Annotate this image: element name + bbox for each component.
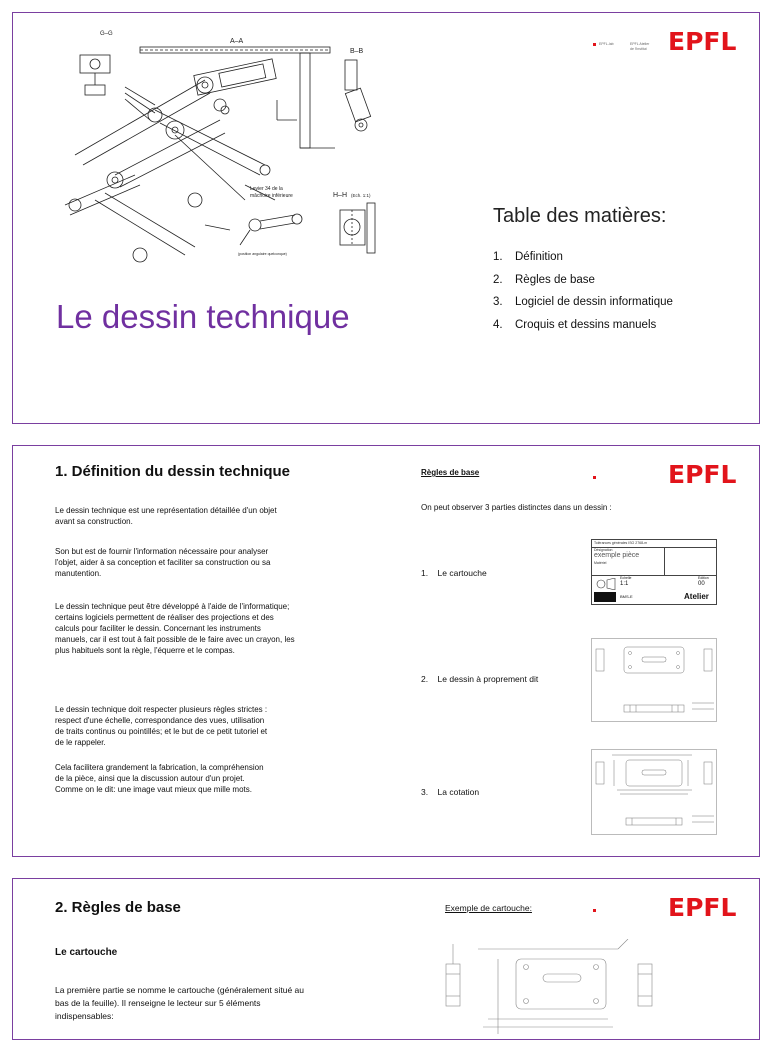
- section-heading: 2. Règles de base: [55, 899, 181, 916]
- cotation-thumbnail: [591, 749, 717, 835]
- right-title: Exemple de cartouche:: [445, 903, 532, 913]
- page-title: Le dessin technique: [56, 298, 350, 335]
- drawing-thumbnail: [591, 638, 717, 722]
- toc-item[interactable]: 2. Règles de base: [493, 273, 595, 286]
- subheading: Le cartouche: [55, 947, 118, 958]
- section-aa-label: A–A: [230, 38, 244, 45]
- paragraph-3: Le dessin technique peut être développé à l'aide de l'informatique; certains logiciels permettent de réaliser des projections et des calculs pour faciliter le dessin. Concernant les instruments manuels, car il est tout à fait possible de le faire avec un crayon, les plus habituels sont la règle, l'équerre et le compas.: [55, 602, 295, 655]
- tag-dot: [593, 43, 596, 46]
- section-hh-scale: (Ech. 1:1): [351, 193, 371, 198]
- title-slide: [12, 12, 760, 424]
- epfl-logo: EPFL: [668, 460, 737, 489]
- tag-institut: de l'Institut: [630, 47, 647, 51]
- section-bb-label: B–B: [350, 48, 364, 55]
- lever-title: Levier 34 de la: [250, 186, 283, 192]
- paragraph: La première partie se nomme le cartouche (généralement situé au bas de la feuille). Il renseigne le lecteur sur 5 éléments indispensables:: [55, 985, 304, 1021]
- cartouche-example-drawing: [438, 939, 678, 1039]
- toc-item[interactable]: 3. Logiciel de dessin informatique: [493, 296, 673, 308]
- toc-item[interactable]: 1. Définition: [493, 251, 563, 263]
- right-title: Règles de base: [421, 468, 480, 477]
- paragraph-5: Cela facilitera grandement la fabrication, la compréhension de la pièce, ainsi que la discussion autour d'un projet. Comme on le dit: une image vaut mieux que mille mots.: [55, 763, 264, 794]
- section-gg-label: G–G: [100, 31, 113, 37]
- intro-text: On peut observer 3 parties distinctes dans un dessin :: [421, 503, 612, 512]
- paragraph-2: Son but est de fournir l'information nécessaire pour analyser l'objet, aider à sa conception et faciliter sa construction ou sa manutention.: [55, 547, 271, 578]
- section-heading: 1. Définition du dessin technique: [55, 463, 291, 480]
- lever-caption: (position angulaire quelconque): [238, 252, 287, 256]
- mechanism-drawing: [45, 25, 390, 280]
- epfl-logo: EPFL: [668, 27, 737, 56]
- section-hh-label: H–H: [333, 192, 348, 199]
- cartouche-thumbnail: Tolérances générales ISO 2768-m Désignation exemple pièce Matériel Echelle 1:1 Edition 00 BMS-E Atelier: [591, 539, 717, 605]
- tag-lab: EPFL-lab: [599, 42, 614, 46]
- toc-title: Table des matières:: [493, 205, 667, 227]
- definition-slide: [12, 445, 760, 857]
- lever-title-2: mâchoire inférieure: [250, 193, 293, 199]
- paragraph-4: Le dessin technique doit respecter plusieurs règles strictes : respect d'une échelle, correspondance des vues, utilisation de traits continus ou pointillés; et le but de ce petit tutoriel et de le rappeler.: [55, 705, 268, 747]
- tag-dot: [593, 909, 596, 912]
- cartouche-logo-block: [594, 592, 616, 602]
- toc-list: [493, 251, 673, 341]
- tag-dot: [593, 476, 596, 479]
- part-3-label: 3. La cotation: [421, 787, 480, 797]
- paragraph-1: Le dessin technique est une représentation détaillée d'un objet avant sa construction.: [55, 506, 277, 526]
- rules-slide: [12, 878, 760, 1040]
- part-2-label: 2. Le dessin à proprement dit: [421, 674, 539, 684]
- projection-symbol-icon: [595, 578, 617, 590]
- toc-item[interactable]: 4. Croquis et dessins manuels: [493, 318, 657, 331]
- tag-atelier: EPFL Atelier: [630, 42, 650, 46]
- epfl-logo: EPFL: [668, 893, 737, 922]
- part-1-label: 1. Le cartouche: [421, 568, 487, 578]
